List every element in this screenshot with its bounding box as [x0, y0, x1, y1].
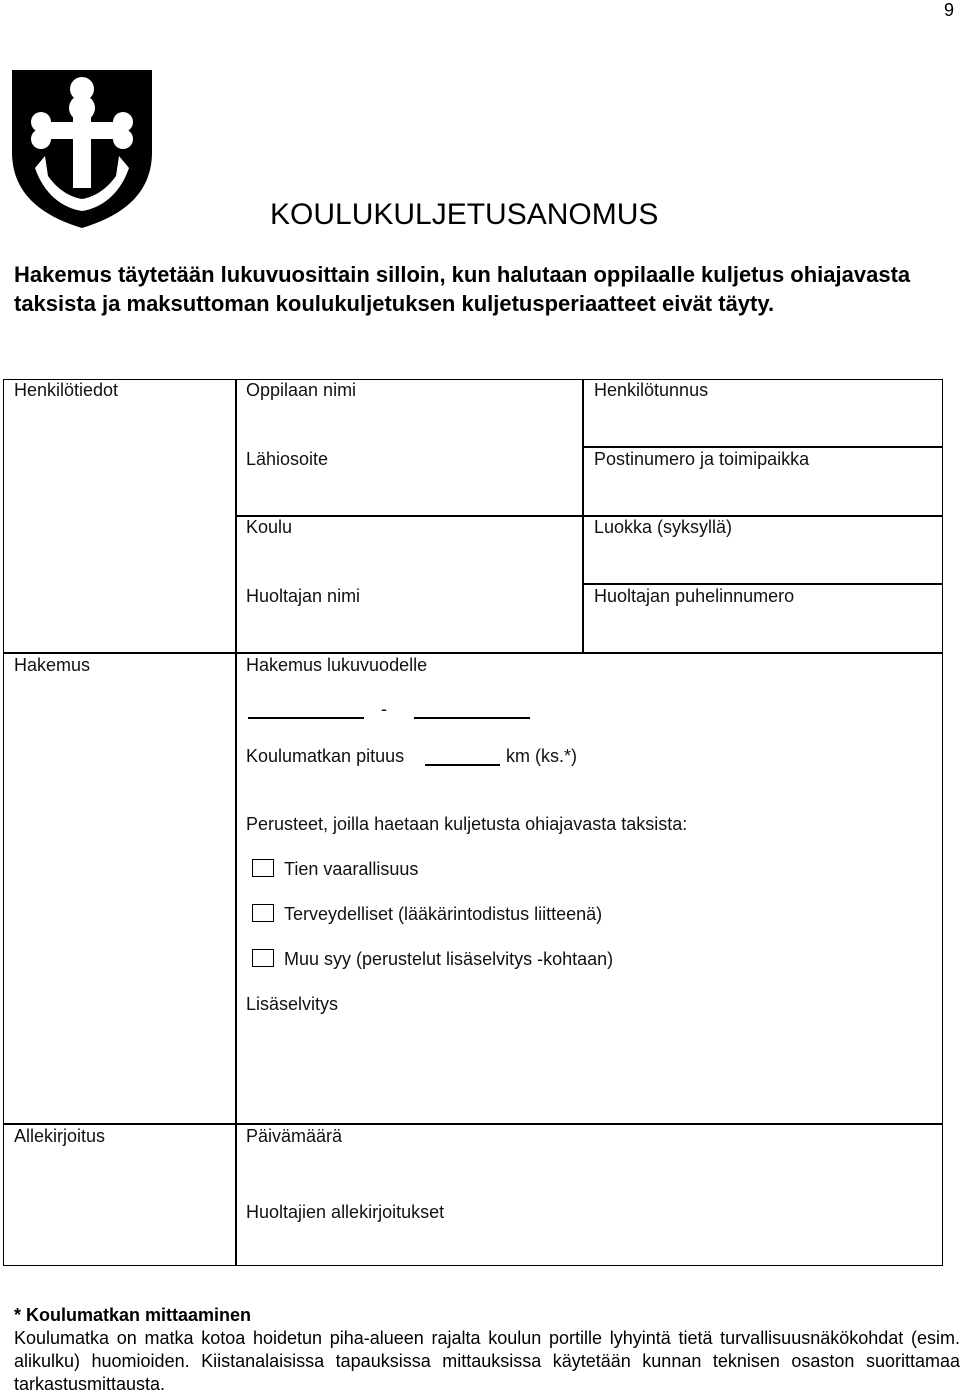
distance-blank[interactable]: [425, 764, 500, 766]
section-signature-label: Allekirjoitus: [14, 1126, 106, 1146]
distance-label: Koulumatkan pituus: [246, 746, 405, 766]
coat-of-arms-icon: [12, 70, 152, 228]
intro-text: Hakemus täytetään lukuvuosittain silloin, kun halutaan oppilaalle kuljetus ohiajavasta taksista ja maksuttoman koulukuljetuksen kuljetusperiaatteet eivät täyty.: [14, 262, 911, 316]
guardian-phone-field[interactable]: Huoltajan puhelinnumero: [594, 586, 795, 606]
option-other-reason-label: Muu syy (perustelut lisäselvitys -kohtaan): [284, 949, 614, 969]
row-divider: [4, 652, 942, 654]
application-form-table: [3, 379, 943, 1266]
additional-info-field[interactable]: Lisäselvitys: [246, 994, 339, 1014]
footnote-text: Koulumatka on matka kotoa hoidetun piha-alueen rajalta koulun portille lyhyintä tietä turvallisuusnäkökohdat (esim. alikulku) huomioiden. Kiistanalaisissa tapauksissa mittauksissa käytetään kunnan teknisen osaston suorittamaa tarkastusmittausta.: [14, 1328, 960, 1394]
application-year-label: Hakemus lukuvuodelle: [246, 655, 428, 675]
page-number: 9: [943, 0, 954, 20]
guardian-signatures-field[interactable]: Huoltajien allekirjoitukset: [246, 1202, 445, 1222]
section-personal-label: Henkilötiedot: [14, 380, 119, 400]
section-application-label: Hakemus: [14, 655, 91, 675]
option-health-label: Terveydelliset (lääkärintodistus liitteenä): [284, 904, 603, 924]
row-divider: [4, 1123, 942, 1125]
document-title: KOULUKULJETUSANOMUS: [270, 198, 659, 231]
row-divider: [583, 446, 943, 448]
column-divider: [582, 380, 584, 653]
checkbox-health[interactable]: [252, 904, 274, 922]
year-separator: -: [381, 699, 387, 719]
grade-field[interactable]: Luokka (syksyllä): [594, 517, 733, 537]
option-road-danger-label: Tien vaarallisuus: [284, 859, 419, 879]
street-address-field[interactable]: Lähiosoite: [246, 449, 329, 469]
footnote-title: * Koulumatkan mittaaminen: [14, 1305, 252, 1325]
checkbox-road-danger[interactable]: [252, 859, 274, 877]
date-field[interactable]: Päivämäärä: [246, 1126, 343, 1146]
year-end-blank[interactable]: [414, 717, 530, 719]
grounds-label: Perusteet, joilla haetaan kuljetusta ohiajavasta taksista:: [246, 814, 688, 834]
postal-code-city-field[interactable]: Postinumero ja toimipaikka: [594, 449, 810, 469]
checkbox-other-reason[interactable]: [252, 949, 274, 967]
student-name-field[interactable]: Oppilaan nimi: [246, 380, 357, 400]
year-start-blank[interactable]: [248, 717, 364, 719]
personal-id-field[interactable]: Henkilötunnus: [594, 380, 709, 400]
school-field[interactable]: Koulu: [246, 517, 293, 537]
row-divider: [236, 515, 943, 517]
column-divider: [235, 380, 237, 1265]
distance-unit: km (ks.*): [506, 746, 577, 766]
guardian-name-field[interactable]: Huoltajan nimi: [246, 586, 361, 606]
row-divider: [583, 583, 943, 585]
